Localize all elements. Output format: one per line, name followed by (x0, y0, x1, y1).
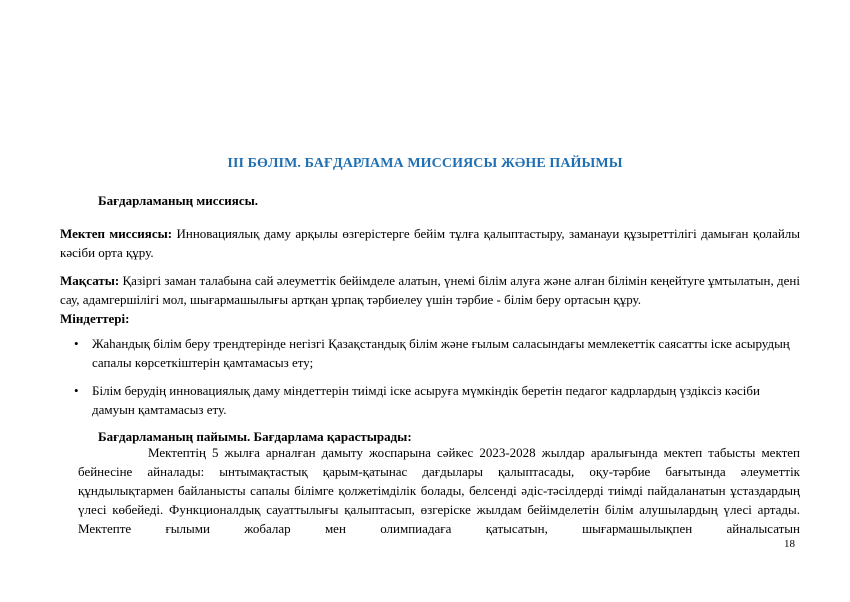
goal-label: Мақсаты: (60, 273, 120, 288)
scope-heading: Бағдарламаның пайымы. Бағдарлама қарастырады: (98, 429, 412, 444)
goal-text: Қазіргі заман талабына сай әлеуметтік бейімделе алатын, үнемі білім алуға және алған білімін кеңейтуге ұмтылатын, дені сау, адамгершілігі мол, шығармашылығы артқан ұрпақ тәрбиелеу үшін тәрбие - білім беру ортасын құру. (60, 273, 800, 307)
school-mission-label: Мектеп миссиясы: (60, 226, 173, 241)
task-text: Білім берудің инновациялық даму міндеттерін тиімді іске асыруға мүмкіндік беретін педагог кадрлардың үздіксіз кәсіби дамуын қамтамасыз ету. (92, 383, 760, 417)
school-mission-paragraph (60, 224, 800, 262)
tasks-list (60, 381, 800, 419)
section-title: III БӨЛІМ. БАҒДАРЛАМА МИССИЯСЫ ЖӘНЕ ПАЙЫМЫ (227, 156, 623, 171)
list-item (60, 381, 800, 419)
goal-paragraph (60, 271, 800, 328)
scope-paragraph (78, 443, 800, 538)
scope-text: Мектептің 5 жылға арналған дамыту жоспарына сәйкес 2023-2028 жылдар аралығында мектеп табысты мектеп бейнесіне айналады: ынтымақтастық қарым-қатынас дағдылары қалыптасады, оқу-тәрбие бағытында әлеуметтік құндылықтармен байланысты сапалы білімге қолжетімділік болады, белсенді әдіс-тәсілдерді тиімді пайдаланатын ұстаздардың үлесі көбейеді. Функционалдық сауаттылығы қалыптасып, өзгеріске жылдам бейімделетін білім алушылардың үлесі артады. Мектепте ғылыми жобалар мен олимпиадаға қатысатын, шығармашылықпен айналысатын (78, 445, 800, 536)
bullet-icon: • (74, 336, 79, 351)
page-number: 18 (784, 538, 795, 550)
tasks-label: Міндеттері: (60, 311, 130, 326)
tasks-list (60, 334, 800, 372)
bullet-icon: • (74, 383, 79, 398)
mission-heading: Бағдарламаның миссиясы. (98, 193, 258, 208)
school-mission-text: Инновациялық даму арқылы өзгерістерге бейім тұлға қалыптастыру, заманауи құзыреттілігі дамыған қолайлы кәсіби орта құру. (60, 226, 800, 260)
list-item (60, 334, 800, 372)
task-text: Жаһандық білім беру трендтерінде негізгі Қазақстандық білім және ғылым саласындағы мемлекеттік саясатты іске асырудың сапалы көрсеткіштерін қамтамасыз ету; (92, 336, 790, 370)
